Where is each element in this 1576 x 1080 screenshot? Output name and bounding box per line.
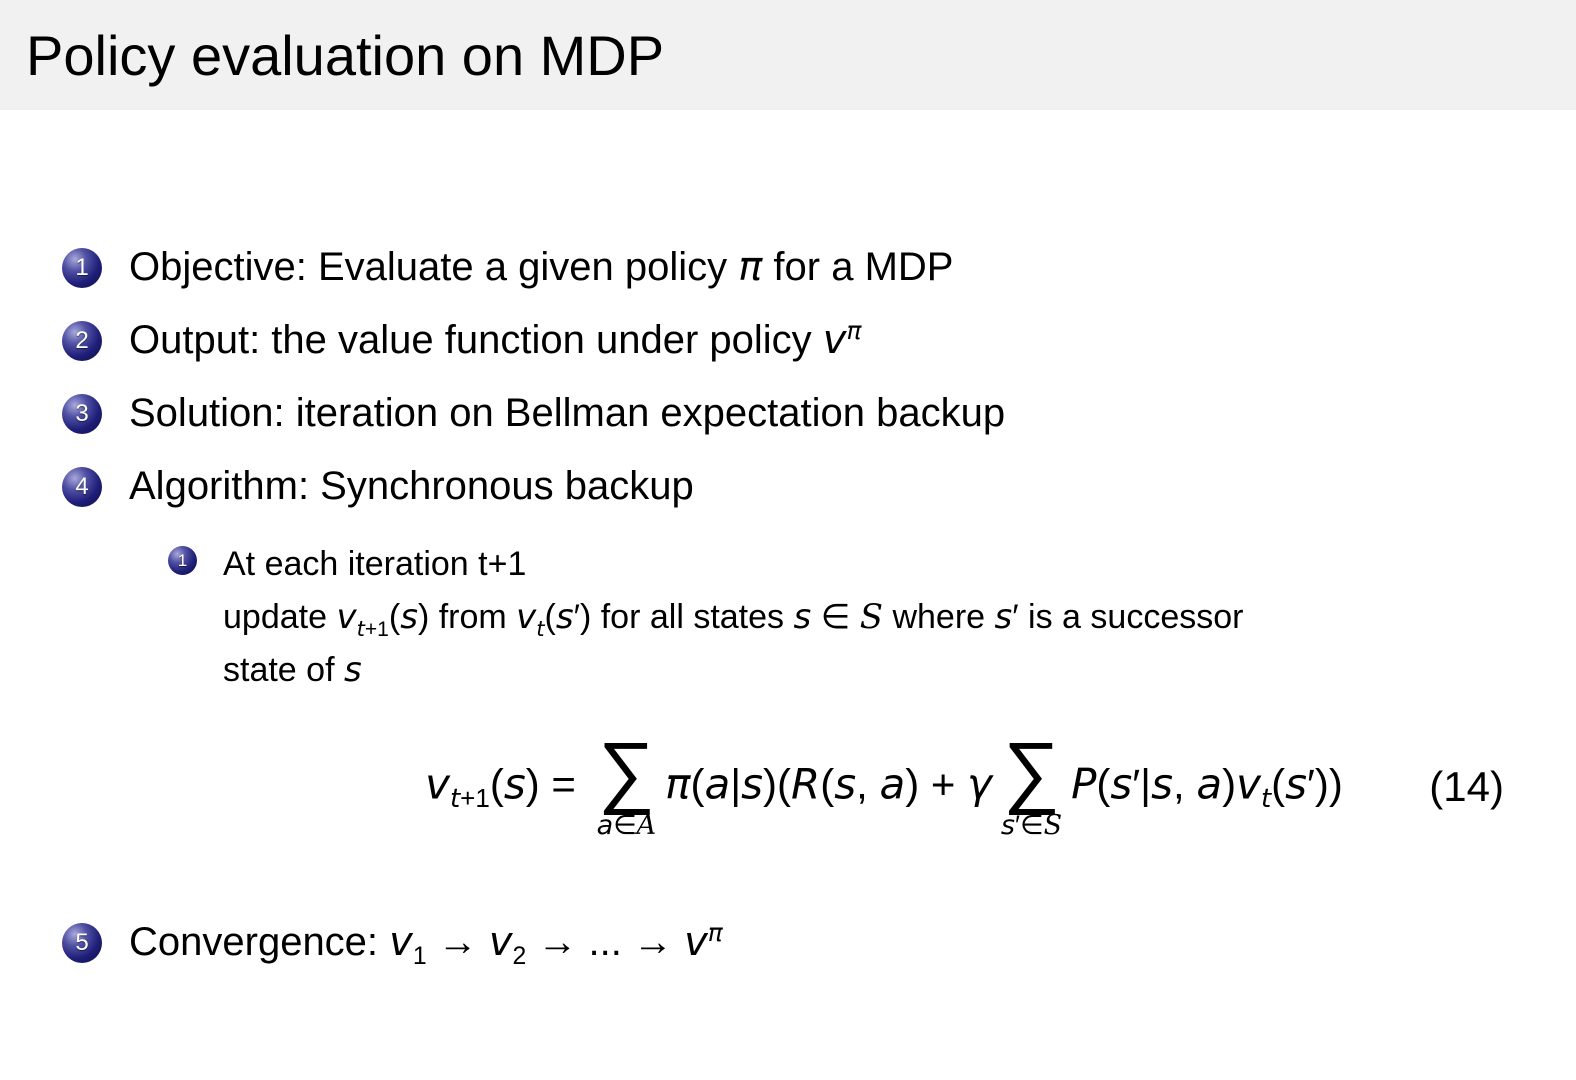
bullet-1-ball: 1 [62,248,102,288]
sub-bullet-line-2: update $v_{t+1}(s)$ from $v_t(s')$ for all states s ∈ S where s′ is a successor [223,597,1244,641]
sub-bullet-line-3: state of s [223,650,362,690]
bullet-2-ball: 2 [62,321,102,361]
sum-subscript: a∈A [596,809,657,841]
bullet-item-output [62,315,1540,363]
bullet-5-ball: 5 [62,923,102,963]
equation-math: $v_{t+1}(s)$ = ∑ a∈A π(a|s)(R(s, a) + γ ∑ s′∈S P(s′|s, $a)v_t(s')$) [425,725,1343,841]
sub-bullet-1-text [223,538,1243,697]
bullet-item-objective [62,246,1540,289]
bullet-4-text: Algorithm: Synchronous backup [129,464,694,508]
bullet-3-text: Solution: iteration on Bellman expectation backup [129,391,1006,435]
slide-content [0,110,1576,1080]
bullet-3-ball: 3 [62,394,102,434]
bellman-expectation-equation [62,711,1540,863]
bullet-2-text: Output: the value function under policy $v^\pi$ [129,315,862,363]
equation-number: (14) [1429,763,1504,810]
title-bar [0,0,1576,110]
summation-operator [1000,725,1063,841]
sub-bullet-item-iteration [168,538,1540,697]
sum-subscript: s′∈S [1000,809,1063,841]
bullet-item-solution [62,392,1540,435]
bullet-5-text: Convergence: $v_1 \to v_2$ → ... → $v^\pi$ [129,917,723,970]
bullet-4-ball: 4 [62,467,102,507]
sigma-icon: ∑ [597,725,655,815]
bullet-item-convergence [62,917,1540,970]
sub-bullet-1-ball: 1 [168,546,197,575]
sigma-icon: ∑ [1002,725,1060,815]
bullet-item-algorithm [62,465,1540,508]
summation-operator [596,725,657,841]
bullet-1-text: Objective: Evaluate a given policy π for a MDP [129,244,954,290]
page-title: Policy evaluation on MDP [26,23,665,87]
sub-bullet-line-1: At each iteration t+1 [223,545,527,583]
